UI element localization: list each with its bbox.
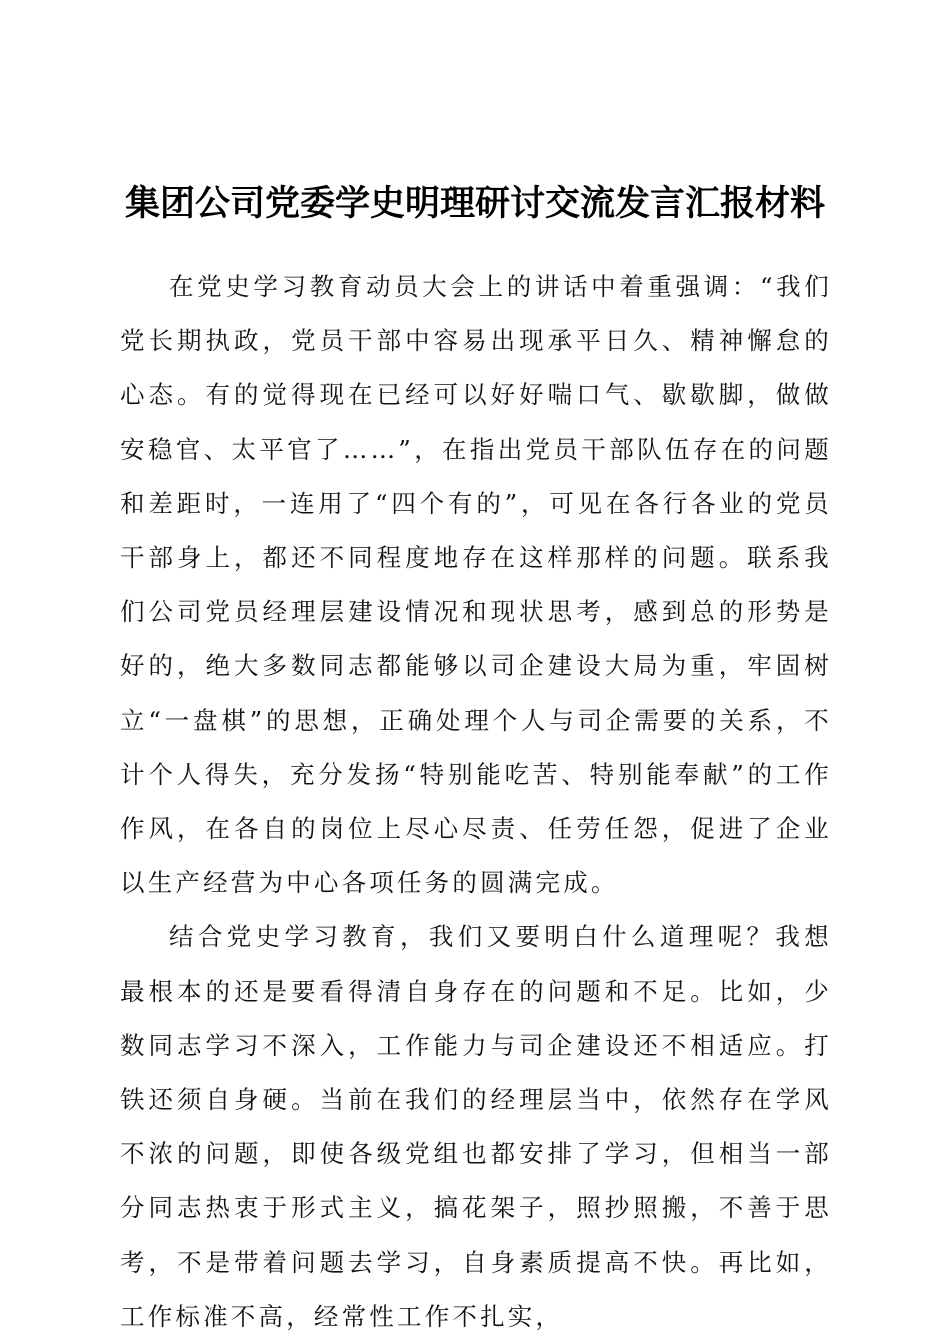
document-body — [120, 260, 832, 1344]
paragraph: 结合党史学习教育，我们又要明白什么道理呢？我想最根本的还是要看得清自身存在的问题和不足。比如，少数同志学习不深入，工作能力与司企建设还不相适应。打铁还须自身硬。当前在我们的经理层当中，依然存在学风不浓的问题，即使各级党组也都安排了学习，但相当一部分同志热衷于形式主义，搞花架子，照抄照搬，不善于思考，不是带着问题去学习，自身素质提高不快。再比如，工作标准不高，经常性工作不扎实， — [120, 922, 832, 1331]
paragraph: 在党史学习教育动员大会上的讲话中着重强调：“我们党长期执政，党员干部中容易出现承平日久、精神懈怠的心态。有的觉得现在已经可以好好喘口气、歇歇脚，做做安稳官、太平官了……”，在指出党员干部队伍存在的问题和差距时，一连用了“四个有的”，可见在各行各业的党员干部身上，都还不同程度地存在这样那样的问题。联系我们公司党员经理层建设情况和现状思考，感到总的形势是好的，绝大多数同志都能够以司企建设大局为重，牢固树立“一盘棋”的思想，正确处理个人与司企需要的关系，不计个人得失，充分发扬“特别能吃苦、特别能奉献”的工作作风，在各自的岗位上尽心尽责、任劳任怨，促进了企业以生产经营为中心各项任务的圆满完成。 — [120, 272, 832, 898]
document-title: 集团公司党委学史明理研讨交流发言汇报材料 — [124, 183, 825, 224]
